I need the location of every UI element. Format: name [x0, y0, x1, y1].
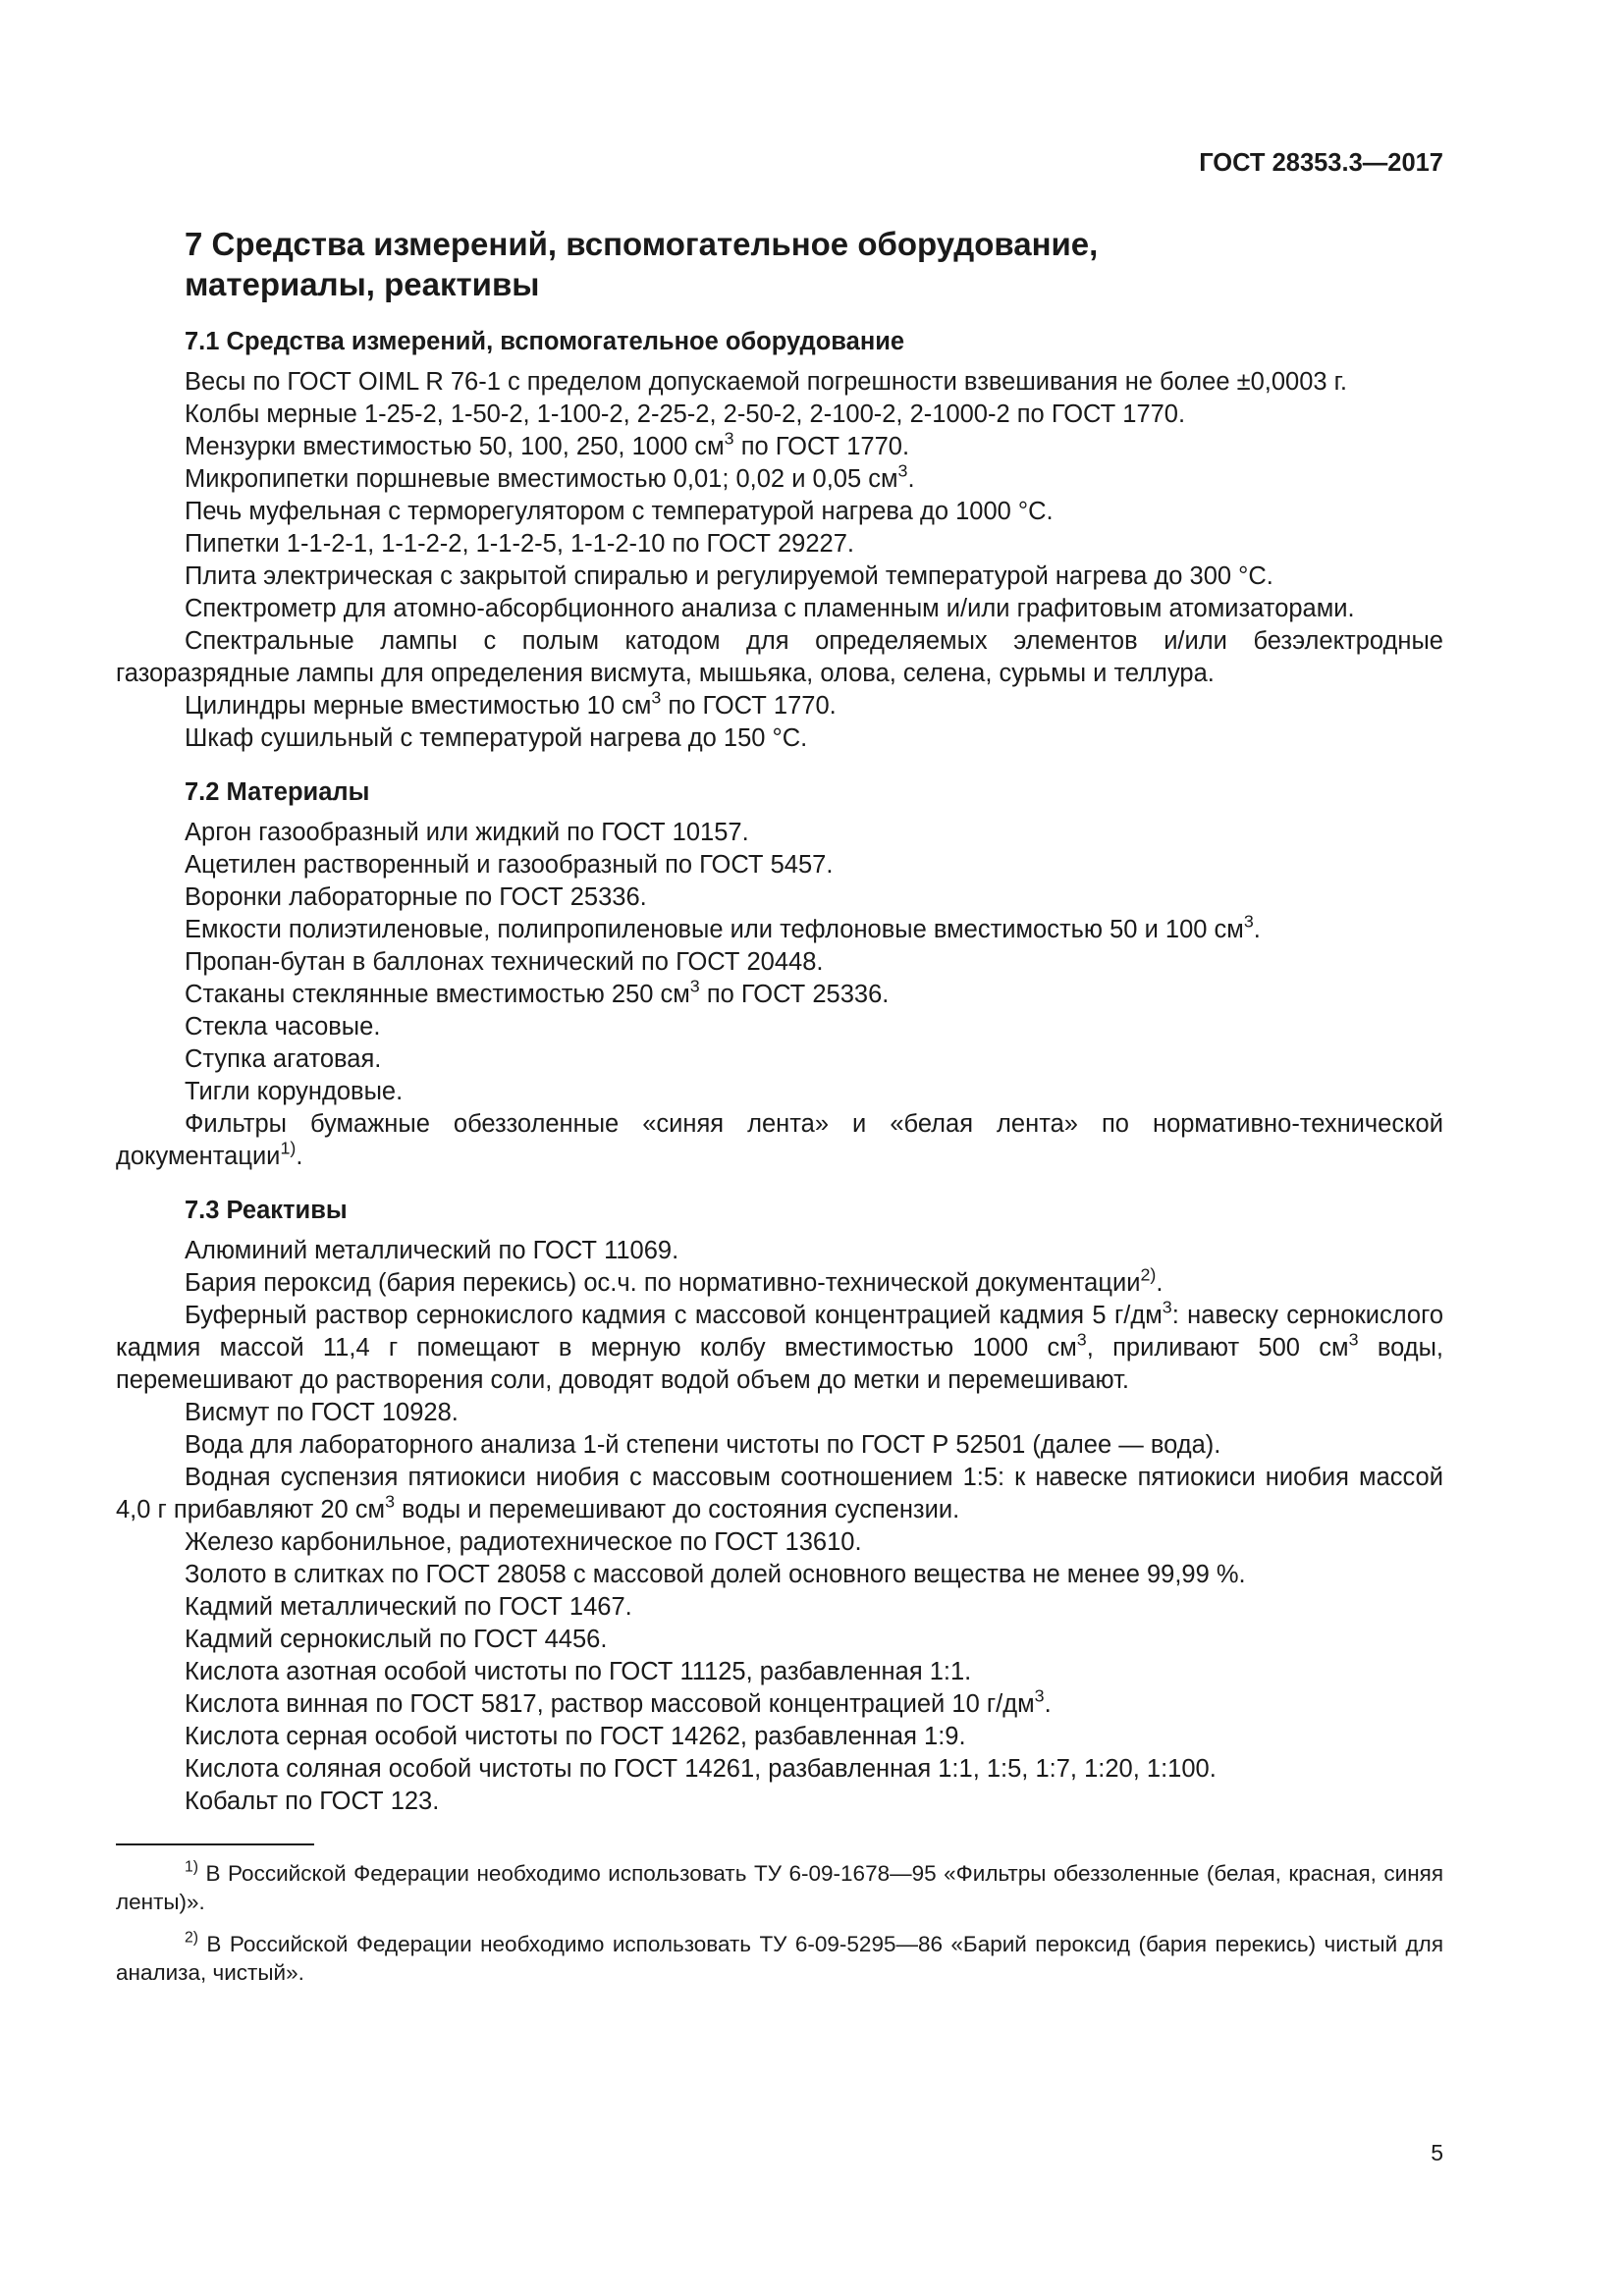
text: Цилиндры мерные вместимостью 10 см: [185, 692, 652, 720]
superscript: 3: [1162, 1297, 1172, 1317]
paragraph: [116, 1685, 1443, 1721]
text: .: [1253, 916, 1261, 943]
paragraph: Спектральные лампы с полым катодом для определяемых элементов и/или безэлектродные газоразрядные лампы для определения висмута, мышьяка, олова, селена, сурьмы и теллура.: [116, 627, 1443, 687]
superscript: 3: [689, 976, 700, 996]
paragraph: Кадмий сернокислый по ГОСТ 4456.: [185, 1626, 608, 1653]
document-code-header: ГОСТ 28353.3—2017: [1199, 149, 1443, 177]
text: Бария пероксид (бария перекись) ос.ч. по нормативно-технической документации: [185, 1269, 1141, 1297]
footnote-divider: [116, 1843, 314, 1845]
text: Микропипетки поршневые вместимостью 0,01; 0,02 и 0,05 см: [185, 465, 898, 493]
paragraph: Железо карбонильное, радиотехническое по ГОСТ 13610.: [185, 1528, 862, 1556]
text: по ГОСТ 1770.: [661, 692, 837, 720]
superscript: 3: [1076, 1329, 1087, 1350]
footnote-ref: 2): [1140, 1264, 1157, 1285]
superscript: 3: [651, 687, 662, 708]
text: .: [296, 1143, 303, 1170]
text: .: [1156, 1269, 1164, 1297]
footnote-mark: 2): [185, 1929, 199, 1947]
footnote-ref: 1): [280, 1138, 297, 1158]
paragraph: Весы по ГОСТ OIML R 76-1 с пределом допускаемой погрешности взвешивания не более ±0,0003 г.: [185, 368, 1347, 396]
paragraph: [116, 460, 1443, 496]
footnote-2: [116, 1930, 1443, 1987]
text: , приливают 500 см: [1086, 1334, 1349, 1362]
subsection-7-2-title: 7.2 Материалы: [185, 778, 370, 806]
footnote-mark: 1): [185, 1858, 199, 1876]
subsection-7-1-title: 7.1 Средства измерений, вспомогательное оборудование: [185, 328, 905, 355]
superscript: 3: [1243, 911, 1254, 932]
text: Стаканы стеклянные вместимостью 250 см: [185, 981, 690, 1008]
paragraph: Кислота серная особой чистоты по ГОСТ 14262, разбавленная 1:9.: [185, 1723, 966, 1750]
superscript: 3: [897, 460, 908, 481]
paragraph: Золото в слитках по ГОСТ 28058 с массовой долей основного вещества не менее 99,99 %.: [185, 1561, 1246, 1588]
text: Мензурки вместимостью 50, 100, 250, 1000 см: [185, 433, 725, 460]
paragraph: [116, 428, 1443, 463]
paragraph: [116, 1108, 1443, 1173]
text: Емкости полиэтиленовые, полипропиленовые или тефлоновые вместимостью 50 и 100 см: [185, 916, 1244, 943]
page-number: 5: [1431, 2140, 1443, 2165]
paragraph: Кадмий металлический по ГОСТ 1467.: [185, 1593, 632, 1621]
paragraph: Пропан-бутан в баллонах технический по ГОСТ 20448.: [185, 948, 824, 976]
text: воды, перемешивают до растворения соли, доводят водой объем до метки и перемешивают.: [116, 1334, 1443, 1394]
paragraph: [116, 1264, 1443, 1300]
paragraph: [116, 1462, 1443, 1526]
paragraph: Пипетки 1-1-2-1, 1-1-2-2, 1-1-2-5, 1-1-2-10 по ГОСТ 29227.: [185, 530, 854, 558]
footnote-1: [116, 1859, 1443, 1916]
paragraph: Ступка агатовая.: [185, 1045, 382, 1073]
section-title-line-1: 7 Средства измерений, вспомогательное оборудование,: [185, 226, 1099, 262]
text: .: [1044, 1690, 1052, 1718]
paragraph: Алюминий металлический по ГОСТ 11069.: [185, 1237, 679, 1264]
paragraph: Печь муфельная с терморегулятором с температурой нагрева до 1000 °С.: [185, 498, 1054, 525]
text: воды и перемешивают до состояния суспензии.: [395, 1496, 960, 1523]
paragraph: Тигли корундовые.: [185, 1078, 404, 1105]
paragraph: [116, 687, 1443, 722]
text: Буферный раствор сернокислого кадмия с массовой концентрацией кадмия 5 г/дм: [185, 1302, 1163, 1329]
paragraph: [116, 911, 1443, 946]
text: .: [907, 465, 915, 493]
paragraph: Кобальт по ГОСТ 123.: [185, 1788, 440, 1815]
paragraph: Ацетилен растворенный и газообразный по ГОСТ 5457.: [185, 851, 834, 879]
paragraph: Спектрометр для атомно-абсорбционного анализа с пламенным и/или графитовым атомизаторами.: [185, 595, 1355, 622]
text: : навеску сернокислого кадмия массой 11,4 г помещают в мерную колбу вместимостью 1000 см: [116, 1302, 1444, 1362]
superscript: 3: [1348, 1329, 1359, 1350]
text: Фильтры бумажные обеззоленные «синяя лента» и «белая лента» по нормативно-технической документации: [116, 1110, 1443, 1170]
paragraph: Стекла часовые.: [185, 1013, 381, 1041]
paragraph: Шкаф сушильный с температурой нагрева до 150 °С.: [185, 724, 808, 752]
paragraph: Воронки лабораторные по ГОСТ 25336.: [185, 883, 647, 911]
superscript: 3: [724, 428, 734, 449]
text: по ГОСТ 1770.: [733, 433, 910, 460]
section-title-line-2: материалы, реактивы: [185, 266, 540, 302]
paragraph: Кислота соляная особой чистоты по ГОСТ 14261, разбавленная 1:1, 1:5, 1:7, 1:20, 1:100.: [185, 1755, 1217, 1783]
superscript: 3: [1034, 1685, 1045, 1706]
subsection-7-3-title: 7.3 Реактивы: [185, 1197, 348, 1224]
superscript: 3: [385, 1491, 396, 1512]
paragraph: [116, 1297, 1444, 1397]
paragraph: Аргон газообразный или жидкий по ГОСТ 10157.: [185, 819, 749, 846]
section-7-title: [116, 224, 1443, 304]
text: по ГОСТ 25336.: [699, 981, 890, 1008]
paragraph: [116, 976, 1443, 1011]
paragraph: Кислота азотная особой чистоты по ГОСТ 11125, разбавленная 1:1.: [185, 1658, 972, 1685]
paragraph: Висмут по ГОСТ 10928.: [185, 1399, 459, 1426]
paragraph: Вода для лабораторного анализа 1-й степени чистоты по ГОСТ Р 52501 (далее — вода).: [185, 1431, 1221, 1459]
paragraph: Плита электрическая с закрытой спиралью и регулируемой температурой нагрева до 300 °С.: [185, 562, 1273, 590]
footnote-text: В Российской Федерации необходимо использовать ТУ 6-09-5295—86 «Барий пероксид (бария перекись) чистый для анализа, чистый».: [116, 1932, 1443, 1985]
text: Кислота винная по ГОСТ 5817, раствор массовой концентрацией 10 г/дм: [185, 1690, 1035, 1718]
paragraph: Колбы мерные 1-25-2, 1-50-2, 1-100-2, 2-25-2, 2-50-2, 2-100-2, 2-1000-2 по ГОСТ 1770.: [185, 400, 1186, 428]
text: Водная суспензия пятиокиси ниобия с массовым соотношением 1:5: к навеске пятиокиси ниобия массой 4,0 г прибавляют 20 см: [116, 1464, 1443, 1523]
footnote-text: В Российской Федерации необходимо использовать ТУ 6-09-1678—95 «Фильтры обеззоленные (белая, красная, синяя ленты)».: [116, 1861, 1443, 1914]
